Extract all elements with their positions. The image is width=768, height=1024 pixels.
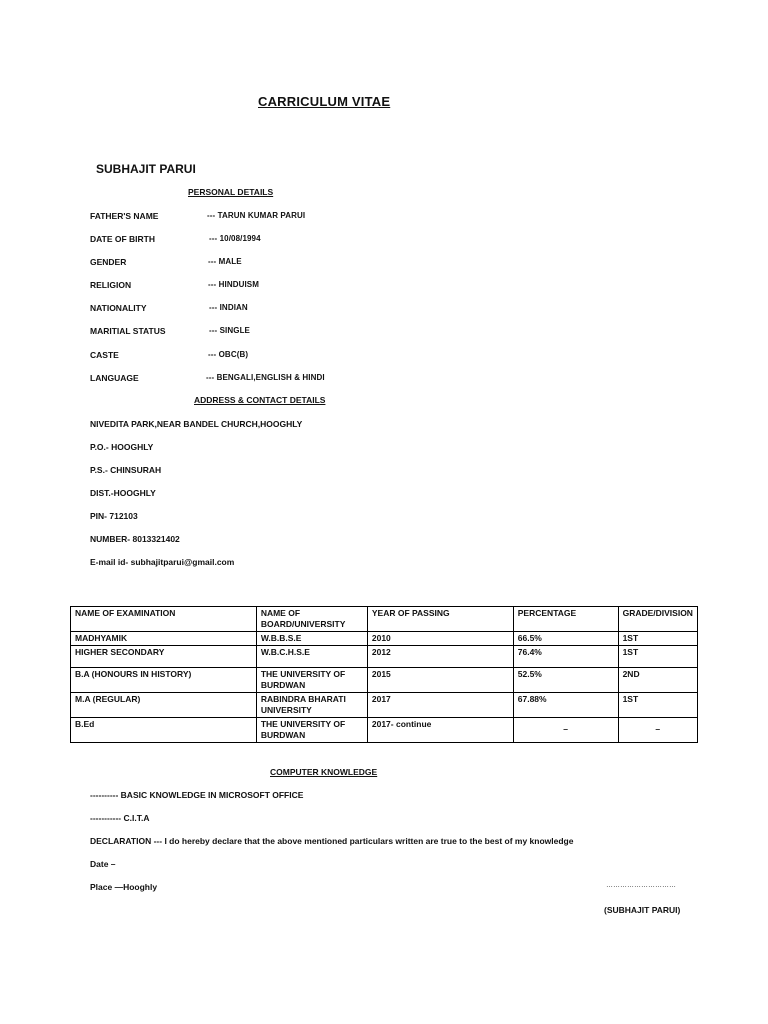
table-cell: B.Ed <box>71 718 257 743</box>
table-cell: THE UNIVERSITY OF BURDWAN <box>256 668 367 693</box>
declaration-text: DECLARATION --- I do hereby declare that the above mentioned particulars written are true to the best of my knowledge <box>90 836 574 846</box>
table-header-cell: PERCENTAGE <box>513 607 618 632</box>
computer-skill-item: ----------- C.I.T.A <box>90 813 150 823</box>
address-line: P.S.- CHINSURAH <box>90 465 162 475</box>
signature-line: ………………………… <box>606 882 676 889</box>
address-line: P.O.- HOOGHLY <box>90 442 154 452</box>
place-label: Place —Hooghly <box>90 882 158 892</box>
personal-label: LANGUAGE <box>90 373 139 383</box>
table-cell: 66.5% <box>513 632 618 646</box>
personal-value: --- TARUN KUMAR PARUI <box>207 211 306 220</box>
table-cell: – <box>513 718 618 743</box>
signature-name: (SUBHAJIT PARUI) <box>604 905 681 915</box>
personal-label: CASTE <box>90 350 119 360</box>
personal-value: --- MALE <box>208 257 242 266</box>
personal-value: --- HINDUISM <box>208 280 259 289</box>
table-cell: 2ND <box>618 668 697 693</box>
phone-number: NUMBER- 8013321402 <box>90 534 180 544</box>
address-line: DIST.-HOOGHLY <box>90 488 156 498</box>
table-cell: 52.5% <box>513 668 618 693</box>
table-header-row <box>71 607 698 632</box>
personal-label: MARITIAL STATUS <box>90 326 166 336</box>
date-label: Date – <box>90 859 116 869</box>
table-row <box>71 646 698 668</box>
table-cell: 2012 <box>367 646 513 668</box>
table-cell: 1ST <box>618 646 697 668</box>
table-cell: THE UNIVERSITY OF BURDWAN <box>256 718 367 743</box>
table-cell: 2015 <box>367 668 513 693</box>
table-row <box>71 718 698 743</box>
personal-label: FATHER'S NAME <box>90 211 159 221</box>
table-cell: 1ST <box>618 632 697 646</box>
personal-value: --- SINGLE <box>209 326 250 335</box>
personal-details-heading: PERSONAL DETAILS <box>188 187 274 197</box>
address-line: NIVEDITA PARK,NEAR BANDEL CHURCH,HOOGHLY <box>90 419 303 429</box>
personal-label: RELIGION <box>90 280 132 290</box>
table-row <box>71 632 698 646</box>
table-cell: 2017- continue <box>367 718 513 743</box>
personal-label: GENDER <box>90 257 127 267</box>
personal-value: --- INDIAN <box>209 303 248 312</box>
table-header-cell: YEAR OF PASSING <box>367 607 513 632</box>
personal-value: --- BENGALI,ENGLISH & HINDI <box>206 373 325 382</box>
personal-label: NATIONALITY <box>90 303 147 313</box>
table-cell: MADHYAMIK <box>71 632 257 646</box>
table-header-cell: NAME OF EXAMINATION <box>71 607 257 632</box>
personal-value: --- OBC(B) <box>208 350 249 359</box>
table-cell: 76.4% <box>513 646 618 668</box>
table-cell: 2010 <box>367 632 513 646</box>
email-address: E-mail id- subhajitparui@gmail.com <box>90 557 235 567</box>
table-header-cell: NAME OF BOARD/UNIVERSITY <box>256 607 367 632</box>
table-cell: 67.88% <box>513 693 618 718</box>
table-cell: W.B.B.S.E <box>256 632 367 646</box>
table-cell: – <box>618 718 697 743</box>
table-cell: B.A (HONOURS IN HISTORY) <box>71 668 257 693</box>
table-cell: 1ST <box>618 693 697 718</box>
address-line: PIN- 712103 <box>90 511 138 521</box>
table-cell: HIGHER SECONDARY <box>71 646 257 668</box>
computer-knowledge-heading: COMPUTER KNOWLEDGE <box>270 767 378 777</box>
address-heading: ADDRESS & CONTACT DETAILS <box>194 395 326 405</box>
table-cell: RABINDRA BHARATI UNIVERSITY <box>256 693 367 718</box>
table-header-cell: GRADE/DIVISION <box>618 607 697 632</box>
candidate-name: SUBHAJIT PARUI <box>96 162 196 176</box>
education-table <box>70 606 698 743</box>
table-row <box>71 668 698 693</box>
table-row <box>71 693 698 718</box>
document-title: CARRICULUM VITAE <box>258 94 391 109</box>
personal-label: DATE OF BIRTH <box>90 234 156 244</box>
table-cell: 2017 <box>367 693 513 718</box>
computer-skill-item: ---------- BASIC KNOWLEDGE IN MICROSOFT OFFICE <box>90 790 304 800</box>
personal-value: --- 10/08/1994 <box>209 234 261 243</box>
table-cell: M.A (REGULAR) <box>71 693 257 718</box>
table-cell: W.B.C.H.S.E <box>256 646 367 668</box>
